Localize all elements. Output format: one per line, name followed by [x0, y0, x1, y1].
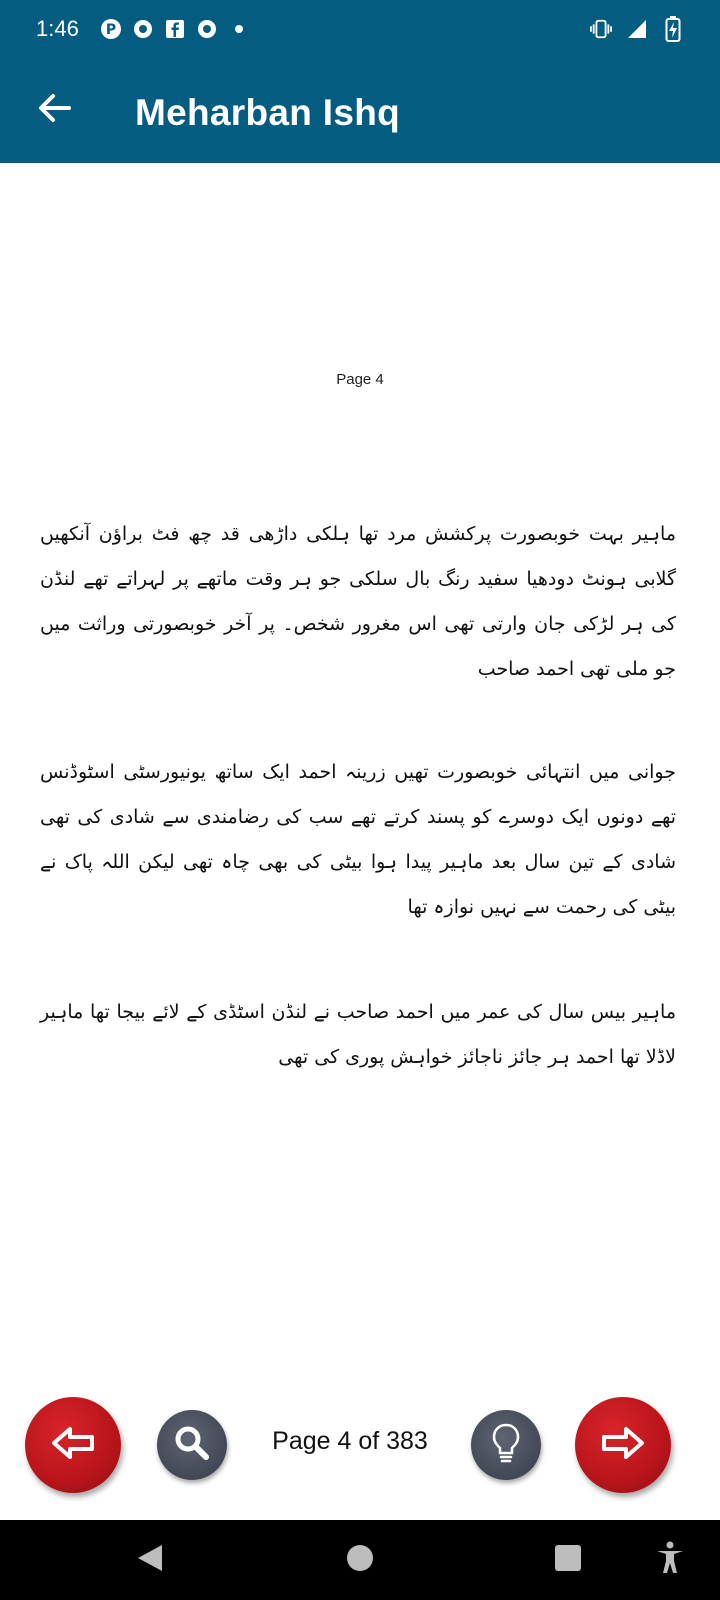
home-circle-icon: [346, 1544, 374, 1576]
nav-home-button[interactable]: [340, 1540, 380, 1580]
nav-recents-button[interactable]: [548, 1540, 588, 1580]
status-time: 1:46: [36, 16, 79, 41]
system-nav-bar: [0, 1520, 720, 1600]
back-button[interactable]: [30, 86, 78, 134]
signal-icon: [626, 18, 648, 40]
vibrate-icon: [590, 18, 612, 40]
notification-icons: [100, 18, 250, 40]
svg-text:P: P: [105, 22, 117, 38]
app-title: Meharban Ishq: [135, 92, 400, 133]
page-label: Page 4: [336, 371, 384, 388]
nav-back-button[interactable]: [130, 1540, 170, 1580]
accessibility-icon: [655, 1541, 685, 1579]
recents-square-icon: [554, 1544, 582, 1576]
facebook-icon: [164, 18, 186, 40]
search-icon: [172, 1423, 212, 1467]
record-icon: [132, 18, 154, 40]
lightbulb-icon: [491, 1422, 521, 1468]
app-bar: [0, 64, 720, 163]
page-counter: Page 4 of 383: [272, 1427, 428, 1455]
reader-toolbar: [0, 1393, 720, 1520]
nav-accessibility-button[interactable]: [650, 1540, 690, 1580]
back-triangle-icon: [136, 1543, 164, 1577]
search-button[interactable]: [157, 1410, 227, 1480]
next-page-button[interactable]: [575, 1397, 671, 1493]
paragraph: جوانی میں انتہائی خوبصورت تھیں زرینہ احمد ایک ساتھ یونیورسٹی اسٹوڈنس تھے دونوں ایک دوسرے کو پسند کرتے تھے سب کی رضامندی سے شادی کی تھی شادی کے تین سال بعد ماہیر پیدا ہوا بیٹی کی بھی چاہ تھی لیکن اللہ پاک نے بیٹی کی رحمت سے نہیں نوازہ تھا: [40, 761, 676, 918]
paragraph: ماہیر بہت خوبصورت پرکشش مرد تھا ہلکی داڑھی قد چھ فٹ براؤن آنکھیں گلابی ہونٹ دودھیا سفید رنگ بال سلکی جو ہر وقت ماتھے پر لہراتے تھے لنڈن کی ہر لڑکی جان وارتی تھی اس مغرور شخص۔ پر آخر خوبصورتی وراثت میں جو ملی تھی احمد صاحب: [40, 523, 676, 680]
previous-page-button[interactable]: [25, 1397, 121, 1493]
book-page: [0, 163, 720, 1393]
arrow-left-icon: [37, 93, 71, 127]
status-bar: [0, 0, 720, 64]
dot-icon: [228, 18, 250, 40]
lightbulb-button[interactable]: [471, 1410, 541, 1480]
battery-charging-icon: [662, 18, 684, 40]
arrow-right-outline-icon: [600, 1425, 646, 1465]
paragraph: ماہیر بیس سال کی عمر میں احمد صاحب نے لنڈن اسٹڈی کے لائے بیجا تھا ماہیر لاڈلا تھا احمد ہر جائز ناجائز خواہش پوری کی تھی: [40, 1001, 676, 1068]
record-icon: [196, 18, 218, 40]
arrow-left-outline-icon: [50, 1425, 96, 1465]
system-status-icons: [590, 18, 684, 40]
circle-p-icon: [100, 18, 122, 40]
